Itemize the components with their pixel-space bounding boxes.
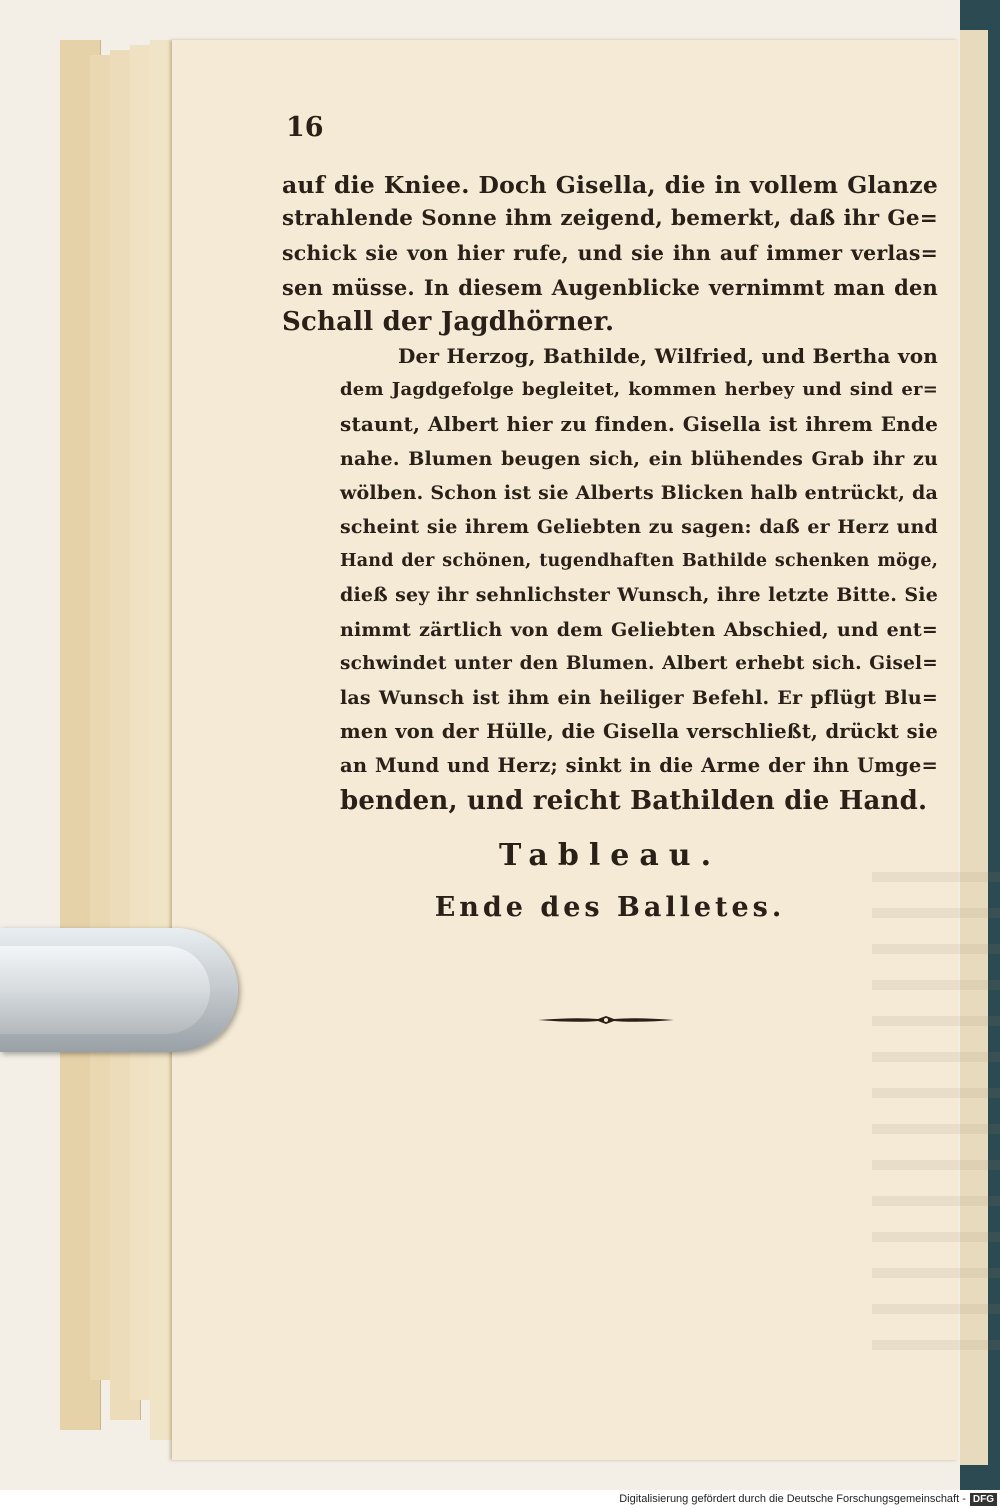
text-line: staunt, Albert hier zu finden. Gisella ist ihrem Ende — [340, 412, 938, 437]
page-clip — [0, 928, 238, 1052]
tableau-heading: Tableau. — [498, 838, 722, 873]
show-through — [872, 850, 1000, 1350]
text-line: wölben. Schon ist sie Alberts Blicken halb entrückt, da — [340, 481, 938, 504]
end-heading: Ende des Balletes. — [434, 892, 786, 923]
text-line: nimmt zärtlich von dem Geliebten Abschied, und ent= — [340, 618, 938, 641]
text-line: auf die Kniee. Doch Gisella, die in vollem Glanze — [282, 171, 938, 199]
text-line: sen müsse. In diesem Augenblicke vernimmt man den — [282, 274, 938, 300]
paragraph — [282, 168, 938, 339]
text-line: scheint sie ihrem Geliebten zu sagen: daß er Herz und — [340, 516, 938, 539]
text-line: an Mund und Herz; sinkt in die Arme der ihn Umge= — [340, 754, 938, 778]
text-line: men von der Hülle, die Gisella verschließt, drückt sie — [340, 720, 938, 744]
text-line: dem Jagdgefolge begleitet, kommen herbey und sind er= — [340, 379, 938, 401]
text-line: strahlende Sonne ihm zeigend, bemerkt, daß ihr Ge= — [282, 206, 938, 232]
text-line: Der Herzog, Bathilde, Wilfried, und Bertha von — [398, 344, 938, 369]
text-line: dieß sey ihr sehnlichster Wunsch, ihre letzte Bitte. Sie — [340, 584, 938, 607]
footer-credit — [600, 1490, 1000, 1508]
text-line: benden, und reicht Bathilden die Hand. — [340, 785, 928, 816]
text-line: schick sie von hier rufe, und sie ihn auf immer verlas= — [282, 241, 938, 266]
text-line: Hand der schönen, tugendhaften Bathilde schenken möge, — [340, 551, 938, 572]
text-line: las Wunsch ist ihm ein heiliger Befehl. Er pflügt Blu= — [340, 687, 938, 710]
text-line: schwindet unter den Blumen. Albert erhebt sich. Gisel= — [340, 652, 938, 674]
ornament-rule — [536, 1012, 676, 1028]
body-text — [282, 168, 938, 818]
text-line: Schall der Jagdhörner. — [282, 306, 615, 337]
paragraph — [282, 339, 938, 818]
text-line: nahe. Blumen beugen sich, ein blühendes Grab ihr zu — [340, 447, 938, 470]
page-clip-highlight — [0, 946, 210, 1034]
page-number: 16 — [286, 112, 324, 143]
dfg-logo: DFG — [970, 1493, 997, 1506]
footer-text: Digitalisierung gefördert durch die Deutsche Forschungsgemeinschaft - — [619, 1493, 966, 1505]
